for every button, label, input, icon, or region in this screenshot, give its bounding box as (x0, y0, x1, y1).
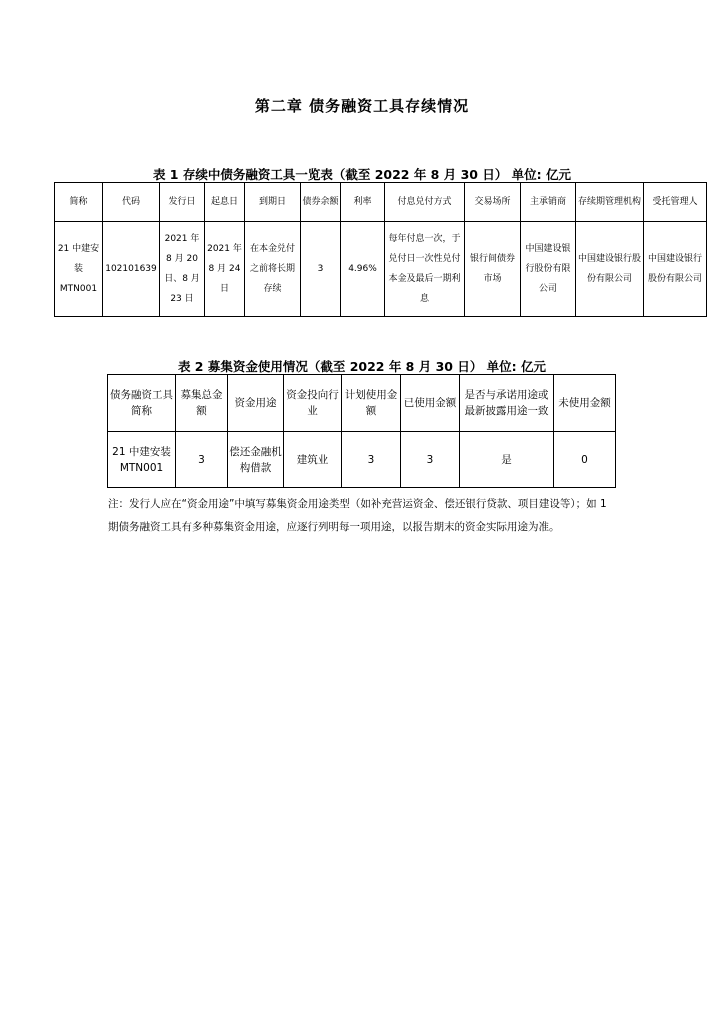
table-cell: 102101639 (103, 222, 160, 317)
header-cell: 简称 (55, 183, 103, 222)
header-cell: 是否与承诺用途或最新披露用途一致 (460, 375, 554, 432)
table1-caption: 表 1 存续中债务融资工具一览表（截至 2022 年 8 月 30 日） 单位: 亿元 (152, 167, 572, 182)
table-cell: 每年付息一次，于兑付日一次性兑付本金及最后一期利息 (385, 222, 465, 317)
table-header-row (55, 183, 707, 222)
table-row (55, 222, 707, 317)
header-cell: 资金投向行业 (284, 375, 342, 432)
header-cell: 代码 (103, 183, 160, 222)
header-cell: 债务融资工具简称 (108, 375, 176, 432)
usage-note: 注：发行人应在“资金用途”中填写募集资金用途类型（如补充营运资金、偿还银行贷款、项目建设等）；如 1 期债务融资工具有多种募集资金用途，应逐行列明每一项用途，以报告期末的资金实际用途为准。 (108, 498, 607, 533)
table-cell: 在本金兑付之前将长期存续 (245, 222, 301, 317)
table-cell: 3 (301, 222, 341, 317)
header-cell: 受托管理人 (644, 183, 707, 222)
header-cell: 已使用金额 (401, 375, 460, 432)
header-cell: 交易场所 (465, 183, 521, 222)
header-cell: 发行日 (160, 183, 205, 222)
header-cell: 到期日 (245, 183, 301, 222)
table-row (108, 432, 616, 488)
table-cell: 4.96% (341, 222, 385, 317)
header-cell: 计划使用金额 (342, 375, 401, 432)
table-cell: 2021 年 8 月 20 日、8 月 23 日 (160, 222, 205, 317)
table-cell: 建筑业 (284, 432, 342, 488)
header-cell: 未使用金额 (554, 375, 616, 432)
table-cell: 21 中建安装 MTN001 (55, 222, 103, 317)
table-cell: 0 (554, 432, 616, 488)
table-cell: 21 中建安装 MTN001 (108, 432, 176, 488)
table-cell: 银行间债券市场 (465, 222, 521, 317)
header-cell: 存续期管理机构 (576, 183, 644, 222)
header-cell: 资金用途 (228, 375, 284, 432)
fund-usage-table (107, 374, 616, 488)
header-cell: 主承销商 (521, 183, 576, 222)
chapter-title: 第二章 债务融资工具存续情况 (254, 97, 470, 115)
header-cell: 付息兑付方式 (385, 183, 465, 222)
table2-caption: 表 2 募集资金使用情况（截至 2022 年 8 月 30 日） 单位: 亿元 (177, 359, 547, 374)
table-cell: 中国建设银行股份有限公司 (521, 222, 576, 317)
table-cell: 2021 年 8 月 24 日 (205, 222, 245, 317)
table-cell: 3 (401, 432, 460, 488)
header-cell: 起息日 (205, 183, 245, 222)
table-header-row (108, 375, 616, 432)
table-cell: 是 (460, 432, 554, 488)
debt-instruments-table (54, 182, 707, 317)
table-cell: 中国建设银行股份有限公司 (576, 222, 644, 317)
table-cell: 3 (342, 432, 401, 488)
header-cell: 利率 (341, 183, 385, 222)
header-cell: 募集总金额 (176, 375, 228, 432)
header-cell: 债券余额 (301, 183, 341, 222)
table-cell: 3 (176, 432, 228, 488)
table-cell: 偿还金融机构借款 (228, 432, 284, 488)
table-cell: 中国建设银行股份有限公司 (644, 222, 707, 317)
